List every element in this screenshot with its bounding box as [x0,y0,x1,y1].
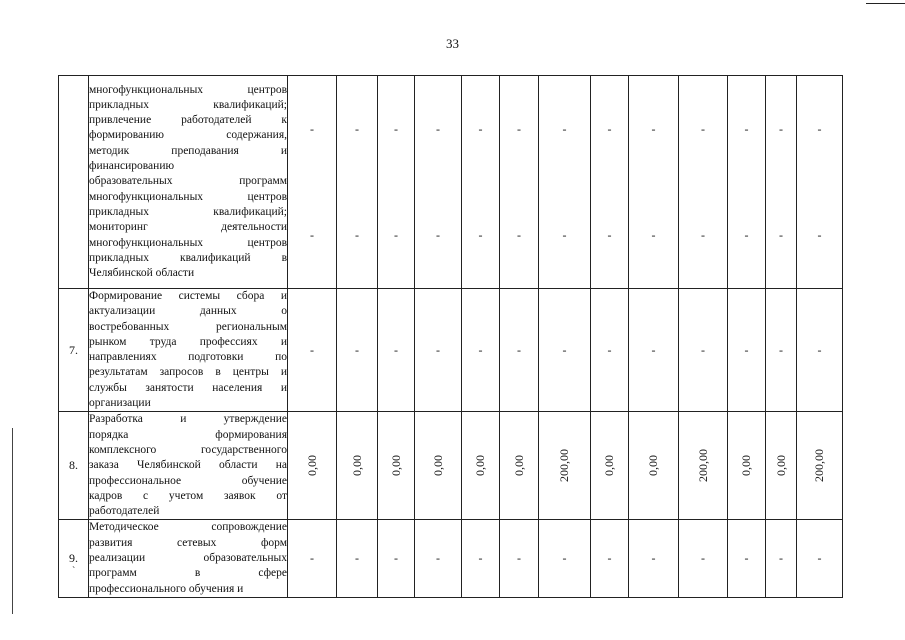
value-text: - [779,342,783,357]
value-cell [679,289,728,412]
value-text: 0,00 [430,455,445,477]
activity-description [89,520,288,597]
value-text: - [817,342,822,357]
table-row [59,412,843,520]
value-text: 0,00 [473,455,487,477]
value-text: - [744,551,749,566]
value-text: - [744,342,749,357]
value-text: - [779,551,783,566]
value-cell [797,289,843,412]
description-line: развития сетевых форм [89,536,287,549]
value-cell [337,289,378,412]
description-line: многофункциональных центров [89,190,287,203]
value-top: - [310,121,314,136]
value-text: - [607,551,612,566]
value-cell [539,289,591,412]
table-row [59,520,843,597]
value-text: 200,00 [695,449,710,483]
value-top: - [744,121,749,136]
value-text: 200,00 [557,449,571,483]
row-number: 8. [59,412,89,520]
value-text: 0,00 [773,455,788,477]
description-line: актуализации данных о [89,305,287,318]
value-cell [337,520,378,597]
value-cell [288,412,337,520]
description-line: Методическое сопровождение [89,521,287,534]
value-cell [629,520,679,597]
value-top: - [779,121,783,136]
value-bottom: - [517,227,521,242]
value-bottom: - [355,227,359,242]
description-line: методик преподавания и [89,144,287,157]
value-text: 0,00 [388,455,403,477]
row-number: 9. [59,520,89,597]
description-line: комплексного государственного [89,443,287,456]
value-text: - [310,551,314,566]
value-cell [591,520,629,597]
value-cell [728,76,766,289]
value-top: - [517,121,521,136]
activity-description [89,289,288,412]
value-cell [462,412,500,520]
value-cell [539,76,591,289]
value-text: - [478,342,483,357]
value-cell [728,289,766,412]
value-cell [591,289,629,412]
value-bottom: - [394,227,398,242]
value-text: - [817,551,822,566]
activity-description [89,76,288,289]
description-line: заказа Челябинской области на [89,459,287,472]
value-cell [415,520,462,597]
value-text: - [701,342,705,357]
margin-rule [12,428,13,614]
value-text: 0,00 [511,455,526,477]
value-text: - [436,342,440,357]
value-cell [766,76,797,289]
description-line: реализации образовательных [89,552,287,565]
activity-description [89,412,288,520]
value-bottom: - [607,227,612,242]
value-text: 200,00 [812,449,826,483]
description-line: программ в сфере [89,567,287,580]
value-text: - [651,342,656,357]
value-cell [728,520,766,597]
description-line: результатам запросов в центры и [89,366,287,379]
description-line: привлечение работодателей к [89,114,287,127]
value-cell [679,76,728,289]
description-line: Формирование системы сбора и [89,290,287,302]
value-text: 0,00 [349,455,364,477]
value-text: - [478,551,483,566]
value-bottom: - [436,227,440,242]
value-top: - [701,121,705,136]
value-cell [591,412,629,520]
description-line: профессиональное обучение [89,474,287,487]
value-text: - [607,342,612,357]
value-text: - [651,551,656,566]
value-cell [337,76,378,289]
value-top: - [436,121,440,136]
value-text: - [355,551,359,566]
value-cell [288,289,337,412]
activities-table [58,75,843,598]
value-cell [679,412,728,520]
value-bottom: - [779,227,783,242]
value-text: - [701,551,705,566]
description-line: порядка формирования [89,428,287,441]
value-cell [629,76,679,289]
value-cell [766,412,797,520]
value-text: - [562,551,567,566]
value-text: - [394,551,398,566]
stray-mark: ` [72,566,76,577]
description-line: прикладных квалификаций; [89,205,287,218]
description-line: кадров с учетом заявок от [89,489,287,502]
description-line: службы занятости населения и [89,381,287,394]
description-line: формированию содержания, [89,129,287,142]
value-bottom: - [817,227,822,242]
description-line: Челябинской области [89,267,195,280]
value-bottom: - [310,227,314,242]
description-line: мониторинг деятельности [89,221,287,234]
value-text: 0,00 [739,455,753,477]
value-top: - [562,121,567,136]
value-cell [288,520,337,597]
description-line: Разработка и утверждение [89,413,287,426]
value-cell [500,289,539,412]
description-line: финансированию [89,160,175,173]
corner-rule [866,3,905,4]
value-text: 0,00 [602,455,616,477]
value-text: - [355,342,359,357]
row-number [59,76,89,289]
value-top: - [651,121,656,136]
page-number: 33 [446,36,459,51]
value-cell [679,520,728,597]
value-cell [415,412,462,520]
value-cell [462,520,500,597]
value-cell [288,76,337,289]
value-cell [797,412,843,520]
value-cell [462,289,500,412]
value-top: - [478,121,483,136]
description-line: профессионального обучения и [89,582,244,595]
value-cell [415,289,462,412]
value-cell [797,520,843,597]
value-bottom: - [701,227,705,242]
value-cell [500,520,539,597]
description-line: организации [89,397,151,410]
description-line: многофункциональных центров [89,236,287,249]
value-cell [797,76,843,289]
value-bottom: - [744,227,749,242]
value-cell [629,412,679,520]
value-top: - [394,121,398,136]
value-cell [629,289,679,412]
value-text: 0,00 [646,455,660,477]
value-cell [539,412,591,520]
description-line: востребованных региональным [89,320,287,333]
value-text: - [562,342,567,357]
value-text: 0,00 [304,455,319,477]
table-row [59,289,843,412]
description-line: рынком труда профессиях и [89,335,287,348]
value-bottom: - [651,227,656,242]
value-cell [500,412,539,520]
value-cell [415,76,462,289]
value-cell [378,76,415,289]
value-bottom: - [562,227,567,242]
description-line: многофункциональных центров [89,83,287,96]
value-cell [500,76,539,289]
value-cell [378,520,415,597]
value-cell [591,76,629,289]
value-cell [462,76,500,289]
value-cell [378,412,415,520]
row-number: 7. [59,289,89,412]
value-bottom: - [478,227,483,242]
value-cell [337,412,378,520]
value-cell [728,412,766,520]
value-top: - [817,121,822,136]
value-cell [766,289,797,412]
value-text: - [436,551,440,566]
value-text: - [517,551,521,566]
description-line: направлениях подготовки по [89,351,287,364]
description-line: прикладных квалификаций; [89,98,287,111]
value-cell [539,520,591,597]
description-line: образовательных программ [89,175,287,188]
value-text: - [517,342,521,357]
value-cell [766,520,797,597]
value-text: - [310,342,314,357]
value-top: - [355,121,359,136]
description-line: прикладных квалификаций в [89,251,287,264]
value-cell [378,289,415,412]
table-row [59,76,843,289]
description-line: работодателей [89,505,160,518]
value-top: - [607,121,612,136]
value-text: - [394,342,398,357]
